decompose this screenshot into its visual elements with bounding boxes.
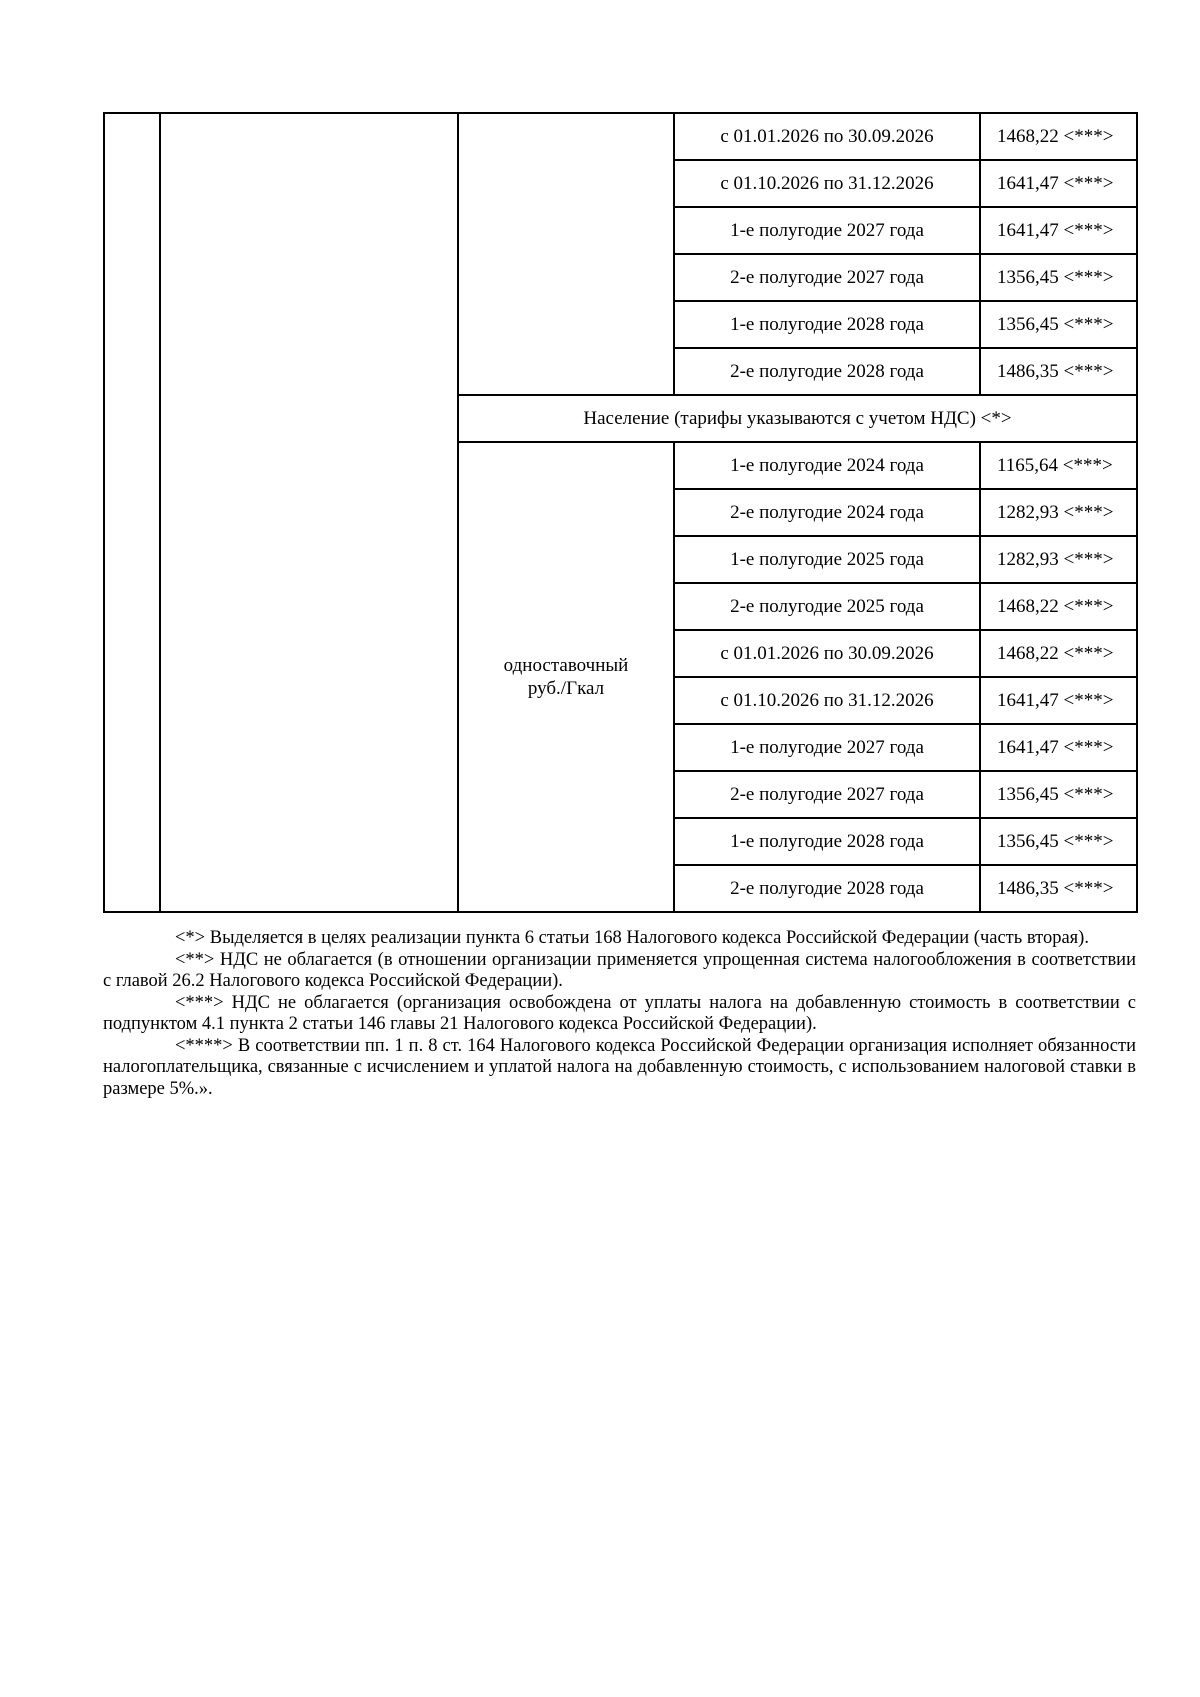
- tariff-value-cell: 1356,45 <***>: [980, 254, 1137, 301]
- period-cell: 2-е полугодие 2028 года: [674, 348, 980, 395]
- period-cell: 1-е полугодие 2024 года: [674, 442, 980, 489]
- tariff-value-cell: 1641,47 <***>: [980, 207, 1137, 254]
- period-cell: с 01.01.2026 по 30.09.2026: [674, 113, 980, 160]
- period-cell: 1-е полугодие 2028 года: [674, 818, 980, 865]
- period-cell: 2-е полугодие 2025 года: [674, 583, 980, 630]
- section-header-population: Население (тарифы указываются с учетом НДС) <*>: [458, 395, 1137, 442]
- footnote-vat-included: <*> Выделяется в целях реализации пункта 6 статьи 168 Налогового кодекса Российской Федерации (часть вторая).: [175, 928, 1089, 948]
- tariff-value-cell: 1356,45 <***>: [980, 771, 1137, 818]
- tariff-value-cell: 1356,45 <***>: [980, 301, 1137, 348]
- tariff-value-cell: 1468,22 <***>: [980, 630, 1137, 677]
- table-cell-number: [104, 113, 160, 912]
- tariff-table: [103, 112, 1138, 913]
- tariff-value-cell: 1641,47 <***>: [980, 160, 1137, 207]
- tariff-value-cell: 1282,93 <***>: [980, 536, 1137, 583]
- footnote-vat-5-percent: <****> В соответствии пп. 1 п. 8 ст. 164 Налогового кодекса Российской Федерации организация исполняет обязанности налогоплательщика, связанные с исчислением и уплатой налога на добавленную стоимость, с использованием налоговой ставки в размере 5%.».: [103, 1035, 1136, 1099]
- period-cell: 2-е полугодие 2027 года: [674, 254, 980, 301]
- table-row: [104, 113, 1137, 160]
- tariff-value-cell: 1282,93 <***>: [980, 489, 1137, 536]
- period-cell: 2-е полугодие 2028 года: [674, 865, 980, 912]
- period-cell: с 01.01.2026 по 30.09.2026: [674, 630, 980, 677]
- table-cell-unit-blank: [458, 113, 674, 395]
- footnotes: [103, 928, 1136, 1100]
- period-cell: 1-е полугодие 2028 года: [674, 301, 980, 348]
- tariff-value-cell: 1486,35 <***>: [980, 348, 1137, 395]
- table-cell-organization: [160, 113, 458, 912]
- period-cell: 1-е полугодие 2027 года: [674, 724, 980, 771]
- tariff-value-cell: 1356,45 <***>: [980, 818, 1137, 865]
- tariff-value-cell: 1468,22 <***>: [980, 113, 1137, 160]
- tariff-unit-label: руб./Гкал: [527, 678, 605, 699]
- tariff-value-cell: 1468,22 <***>: [980, 583, 1137, 630]
- period-cell: с 01.10.2026 по 31.12.2026: [674, 160, 980, 207]
- period-cell: с 01.10.2026 по 31.12.2026: [674, 677, 980, 724]
- tariff-type-cell: [458, 442, 674, 912]
- period-cell: 1-е полугодие 2025 года: [674, 536, 980, 583]
- footnote-simplified-tax: <**> НДС не облагается (в отношении организации применяется упрощенная система налогообложения в соответствии с главой 26.2 Налогового кодекса Российской Федерации).: [103, 949, 1136, 991]
- footnote-vat-exempt: <***> НДС не облагается (организация освобождена от уплаты налога на добавленную стоимость в соответствии с подпунктом 4.1 пункта 2 статьи 146 главы 21 Налогового кодекса Российской Федерации).: [103, 992, 1136, 1034]
- period-cell: 2-е полугодие 2024 года: [674, 489, 980, 536]
- tariff-value-cell: 1486,35 <***>: [980, 865, 1137, 912]
- tariff-value-cell: 1641,47 <***>: [980, 724, 1137, 771]
- period-cell: 2-е полугодие 2027 года: [674, 771, 980, 818]
- tariff-value-cell: 1641,47 <***>: [980, 677, 1137, 724]
- tariff-type-label: одноставочный: [503, 655, 629, 676]
- period-cell: 1-е полугодие 2027 года: [674, 207, 980, 254]
- tariff-value-cell: 1165,64 <***>: [980, 442, 1137, 489]
